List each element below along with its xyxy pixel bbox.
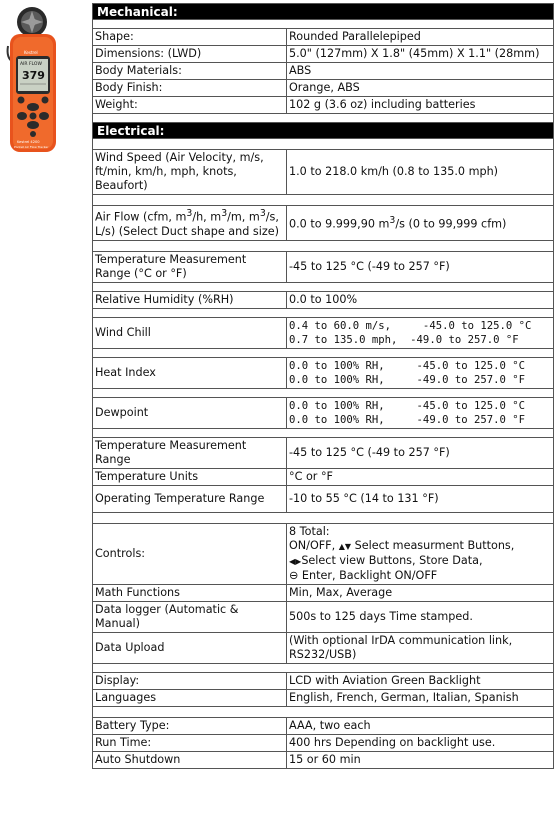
mechanical-title: Mechanical: — [93, 4, 554, 20]
spec-label: Temperature Units — [93, 468, 287, 485]
spec-label: Languages — [93, 689, 287, 706]
spec-row-operating-temperature — [93, 485, 554, 512]
spec-value: Min, Max, Average — [287, 584, 554, 601]
spec-value: -10 to 55 °C (14 to 131 °F) — [287, 485, 554, 512]
spec-label: Heat Index — [93, 357, 287, 388]
spec-label: Run Time: — [93, 734, 287, 751]
device-caption-tagline: Pocket Air Flow Tracker — [14, 145, 49, 149]
lcd-label: AIR FLOW — [20, 62, 42, 67]
left-button[interactable] — [17, 112, 27, 120]
spec-row-temperature-range-2 — [93, 437, 554, 468]
value-line: 0.7 to 135.0 mph, -49.0 to 257.0 °F — [289, 333, 519, 346]
spec-value: 400 hrs Depending on backlight use. — [287, 734, 554, 751]
spec-label: Data logger (Automatic & Manual) — [93, 601, 287, 632]
spec-row-shape — [93, 29, 554, 46]
spec-row-temperature-range — [93, 251, 554, 282]
value-line: 0.0 to 100% RH, -49.0 to 257.0 °F — [289, 413, 525, 426]
spec-value: AAA, two each — [287, 717, 554, 734]
weather-meter-illustration — [4, 6, 62, 156]
spec-value: English, French, German, Italian, Spanish — [287, 689, 554, 706]
value-line: 8 Total: — [289, 524, 330, 538]
spec-row-data-logger — [93, 601, 554, 632]
spec-label: Dimensions: (LWD) — [93, 46, 287, 63]
spec-label: Body Finish: — [93, 80, 287, 97]
spec-row-body-finish — [93, 80, 554, 97]
device-caption-model: Kestrel 4200 — [17, 140, 40, 144]
spec-value: °C or °F — [287, 468, 554, 485]
enter-icon: ⊖ — [289, 568, 299, 582]
spec-value: 500s to 125 days Time stamped. — [287, 601, 554, 632]
spec-row-air-flow — [93, 206, 554, 241]
spec-row-wind-speed — [93, 150, 554, 195]
spec-value: 5.0" (127mm) X 1.8" (45mm) X 1.1" (28mm) — [287, 46, 554, 63]
spec-label: Air Flow (cfm, $m^3/h$, $m^3/m$, $m^3/s$, L/s) (Select Duct shape and size) — [93, 206, 287, 241]
value-line: 0.0 to 100% RH, -49.0 to 257.0 °F — [289, 373, 525, 386]
up-down-arrows-icon: ▲▼ — [338, 541, 352, 551]
spec-value: -45 to 125 °C (-49 to 257 °F) — [287, 251, 554, 282]
down-button[interactable] — [27, 121, 39, 129]
right-button[interactable] — [39, 112, 49, 120]
spec-row-heat-index — [93, 357, 554, 388]
spec-row-languages — [93, 689, 554, 706]
up-button[interactable] — [27, 103, 39, 111]
spec-label: Dewpoint — [93, 397, 287, 428]
spec-row-body-materials — [93, 63, 554, 80]
value-line: 0.4 to 60.0 m/s, -45.0 to 125.0 °C — [289, 319, 532, 332]
spec-label: Temperature Measurement Range — [93, 437, 287, 468]
spec-value: 102 g (3.6 oz) including batteries — [287, 97, 554, 114]
spec-label: Temperature Measurement Range (°C or °F) — [93, 251, 287, 282]
value-line: ◀▶Select view Buttons, Store Data, — [289, 553, 483, 567]
spec-label: Display: — [93, 672, 287, 689]
spec-label: Battery Type: — [93, 717, 287, 734]
spec-row-display — [93, 672, 554, 689]
specifications-table — [92, 3, 554, 769]
spec-label: Operating Temperature Range — [93, 485, 287, 512]
spec-row-run-time — [93, 734, 554, 751]
spec-value: 0.0 to 100% — [287, 291, 554, 308]
left-right-arrows-icon: ◀▶ — [289, 556, 302, 566]
spec-label: Wind Chill — [93, 317, 287, 348]
lcd-value: 379 — [22, 69, 45, 82]
spec-label: Relative Humidity (%RH) — [93, 291, 287, 308]
spec-row-dewpoint — [93, 397, 554, 428]
value-line: 0.0 to 100% RH, -45.0 to 125.0 °C — [289, 399, 525, 412]
spec-row-dimensions — [93, 46, 554, 63]
backlight-button[interactable] — [42, 97, 49, 104]
spec-label: Data Upload — [93, 632, 287, 663]
spec-row-data-upload — [93, 632, 554, 663]
brand-logo: Kestrel — [24, 50, 38, 55]
store-button[interactable] — [30, 131, 36, 137]
spec-row-controls — [93, 523, 554, 584]
value-line: 0.0 to 100% RH, -45.0 to 125.0 °C — [289, 359, 525, 372]
spec-value: -45 to 125 °C (-49 to 257 °F) — [287, 437, 554, 468]
electrical-title: Electrical: — [93, 123, 554, 139]
spec-row-temperature-units — [93, 468, 554, 485]
spec-row-auto-shutdown — [93, 751, 554, 768]
spec-label: Body Materials: — [93, 63, 287, 80]
spec-value: Orange, ABS — [287, 80, 554, 97]
spec-value: 1.0 to 218.0 km/h (0.8 to 135.0 mph) — [287, 150, 554, 195]
spec-value: 15 or 60 min — [287, 751, 554, 768]
spec-row-weight — [93, 97, 554, 114]
spec-label: Auto Shutdown — [93, 751, 287, 768]
spec-value: (With optional IrDA communication link, RS232/USB) — [287, 632, 554, 663]
spec-value: LCD with Aviation Green Backlight — [287, 672, 554, 689]
spec-value — [287, 397, 554, 428]
spec-label: Math Functions — [93, 584, 287, 601]
spec-label: Wind Speed (Air Velocity, m/s, ft/min, km/h, mph, knots, Beaufort) — [93, 150, 287, 195]
power-button[interactable] — [18, 97, 25, 104]
section-header-mechanical — [93, 4, 554, 20]
spec-label: Shape: — [93, 29, 287, 46]
spec-row-math-functions — [93, 584, 554, 601]
section-header-electrical — [93, 123, 554, 139]
spec-row-battery-type — [93, 717, 554, 734]
spec-value — [287, 317, 554, 348]
product-image — [4, 6, 62, 156]
spec-row-relative-humidity — [93, 291, 554, 308]
enter-button[interactable] — [30, 113, 37, 120]
spec-value: Rounded Parallelepiped — [287, 29, 554, 46]
spec-value: ABS — [287, 63, 554, 80]
spec-value: 0.0 to 9.999,90 $m^3/s$ (0 to 99,999 cfm) — [287, 206, 554, 241]
value-line: ⊖ Enter, Backlight ON/OFF — [289, 568, 438, 582]
spec-row-wind-chill — [93, 317, 554, 348]
spec-label: Weight: — [93, 97, 287, 114]
value-line: ON/OFF, ▲▼ Select measurment Buttons, — [289, 538, 515, 552]
spec-value — [287, 357, 554, 388]
spec-label: Controls: — [93, 523, 287, 584]
spec-value — [287, 523, 554, 584]
